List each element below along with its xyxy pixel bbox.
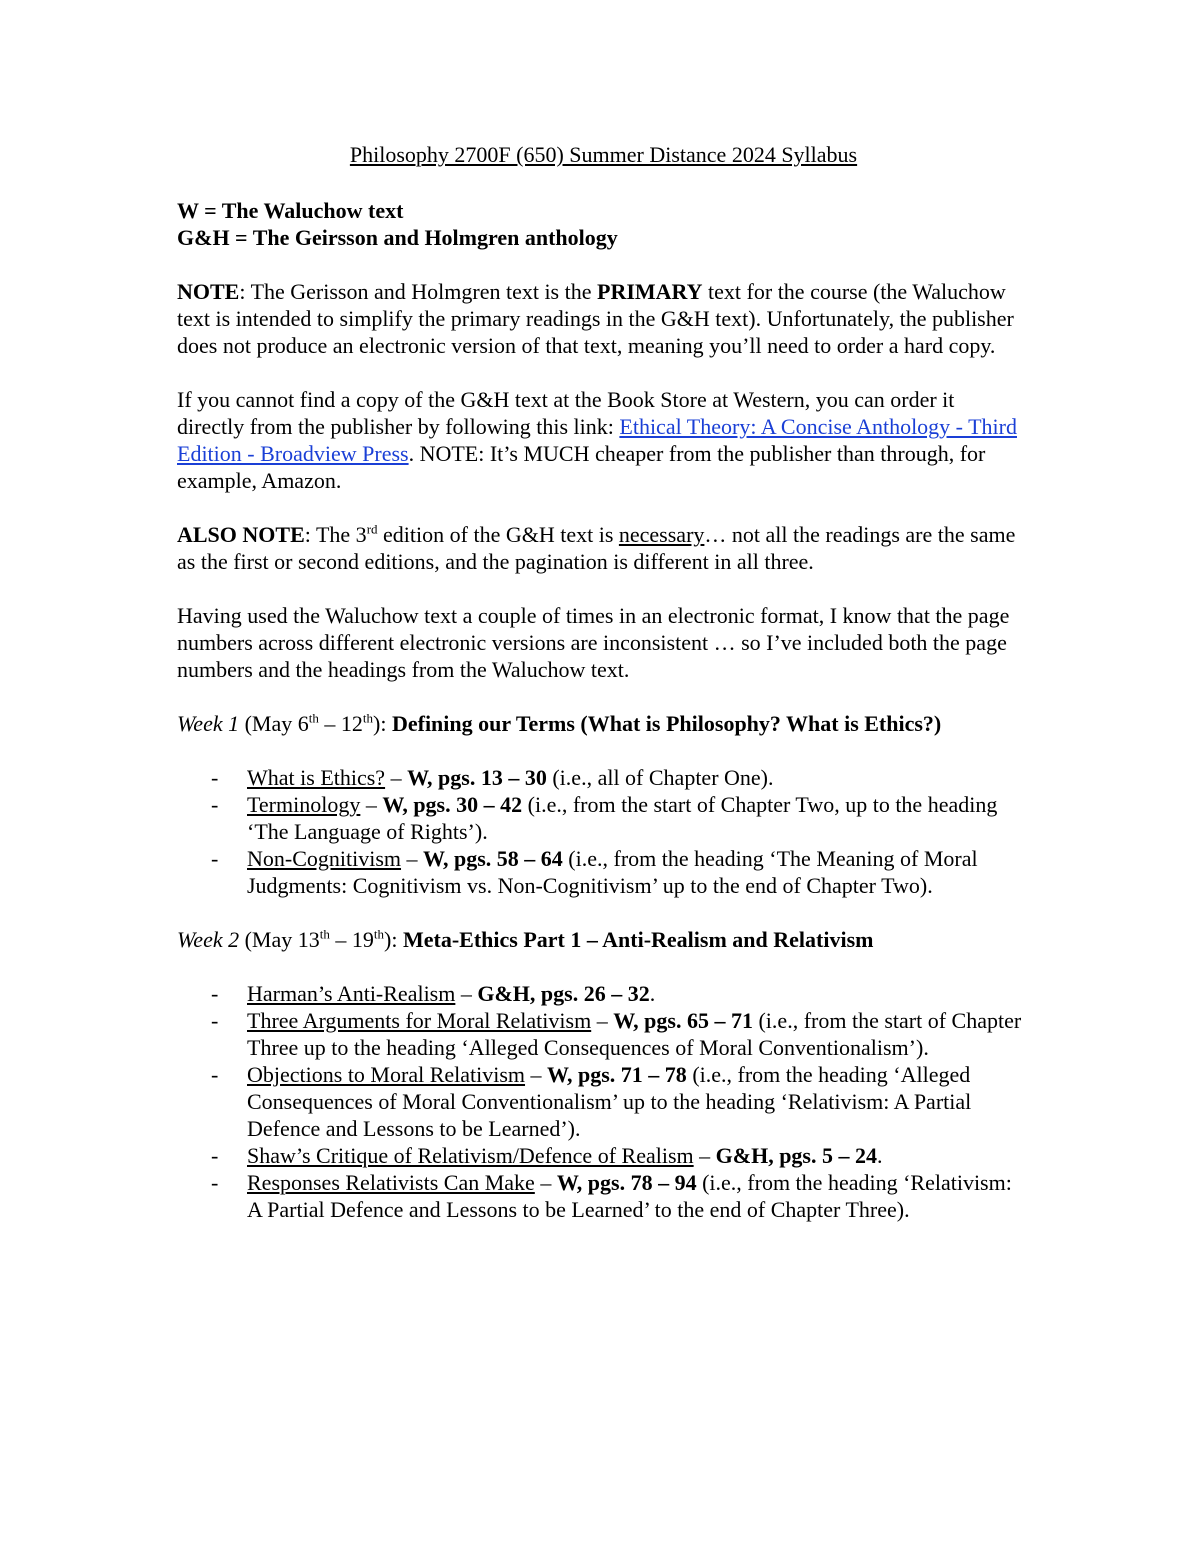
reading-title: Non-Cognitivism	[247, 846, 402, 871]
list-item: - Shaw’s Critique of Relativism/Defence of Realism – G&H, pgs. 5 – 24.	[211, 1143, 883, 1168]
legend-waluchow: W = The Waluchow text	[177, 198, 404, 223]
week-topic: Defining our Terms (What is Philosophy? What is Ethics?)	[391, 711, 942, 736]
reading-title: Shaw’s Critique of Relativism/Defence of Realism	[247, 1143, 694, 1168]
week-1-section	[177, 710, 1027, 899]
reading-source: W, pgs. 13 – 30	[407, 765, 547, 790]
reading-title: Terminology	[247, 792, 361, 817]
reading-source: G&H, pgs. 26 – 32	[477, 981, 650, 1006]
week-label: Week 2	[177, 927, 240, 952]
week-heading: Week 2 (May 13th – 19th): Meta-Ethics Part 1 – Anti-Realism and Relativism	[177, 926, 874, 952]
week-heading: Week 1 (May 6th – 12th): Defining our Terms (What is Philosophy? What is Ethics?)	[177, 710, 942, 736]
legend-geirsson-holmgren: G&H = The Geirsson and Holmgren anthology	[177, 225, 618, 250]
week-topic: Meta-Ethics Part 1 – Anti-Realism and Relativism	[402, 927, 874, 952]
week-2-section	[177, 926, 1027, 1223]
reading-source: W, pgs. 65 – 71	[613, 1008, 753, 1033]
reading-list	[177, 980, 1027, 1223]
purchase-paragraph: If you cannot find a copy of the G&H text at the Book Store at Western, you can order it directly from the publisher by following this link: Ethical Theory: A Concise Anthology - Third Edition - Broadview Press. NOTE: It’s MUCH cheaper from the publisher than through, for example, Amazon.	[177, 387, 1017, 493]
also-note-label: ALSO NOTE	[177, 522, 305, 547]
reading-source: W, pgs. 78 – 94	[556, 1170, 697, 1195]
reading-source: W, pgs. 71 – 78	[547, 1062, 687, 1087]
reading-list	[177, 764, 1027, 899]
abbreviation-legend	[177, 197, 1027, 251]
necessary-underlined: necessary	[618, 522, 705, 547]
list-item: - What is Ethics? – W, pgs. 13 – 30 (i.e., all of Chapter One).	[211, 765, 774, 790]
week-label: Week 1	[177, 711, 240, 736]
list-item: - Harman’s Anti-Realism – G&H, pgs. 26 – 32.	[211, 981, 656, 1006]
list-item: - Objections to Moral Relativism – W, pgs. 71 – 78 (i.e., from the heading ‘Alleged Consequences of Moral Conventionalism’ up to the heading ‘Relativism: A Partial Defence and Lessons to be Learned’).	[211, 1062, 972, 1141]
primary-emphasis: PRIMARY	[597, 279, 703, 304]
reading-source: W, pgs. 30 – 42	[382, 792, 523, 817]
syllabus-page	[177, 141, 1027, 1250]
reading-title: Objections to Moral Relativism	[247, 1062, 526, 1087]
broadview-press-link[interactable]: Ethical Theory: A Concise Anthology - Third Edition - Broadview Press	[177, 414, 1017, 466]
reading-title: Responses Relativists Can Make	[247, 1170, 535, 1195]
reading-source: W, pgs. 58 – 64	[423, 846, 563, 871]
list-item: - Three Arguments for Moral Relativism – W, pgs. 65 – 71 (i.e., from the start of Chapter Three up to the heading ‘Alleged Consequences of Moral Conventionalism’).	[211, 1008, 1022, 1060]
note-label: NOTE	[177, 279, 240, 304]
list-item: - Terminology – W, pgs. 30 – 42 (i.e., from the start of Chapter Two, up to the heading ‘The Language of Rights’).	[211, 792, 998, 844]
primary-text-note: NOTE: The Gerisson and Holmgren text is the PRIMARY text for the course (the Waluchow text is intended to simplify the primary readings in the G&H text). Unfortunately, the publisher does not produce an electronic version of that text, meaning you’ll need to order a hard copy.	[177, 279, 1014, 358]
list-item: - Non-Cognitivism – W, pgs. 58 – 64 (i.e., from the heading ‘The Meaning of Moral Judgments: Cognitivism vs. Non-Cognitivism’ up to the end of Chapter Two).	[211, 846, 978, 898]
pagination-note: Having used the Waluchow text a couple of times in an electronic format, I know that the page numbers across different electronic versions are inconsistent … so I’ve included both the page numbers and the headings from the Waluchow text.	[177, 603, 1010, 682]
edition-note: ALSO NOTE: The 3rd edition of the G&H text is necessary… not all the readings are the same as the first or second editions, and the pagination is different in all three.	[177, 521, 1016, 574]
reading-source: G&H, pgs. 5 – 24	[715, 1143, 877, 1168]
reading-title: What is Ethics?	[247, 765, 386, 790]
reading-title: Harman’s Anti-Realism	[247, 981, 456, 1006]
reading-title: Three Arguments for Moral Relativism	[247, 1008, 592, 1033]
list-item: - Responses Relativists Can Make – W, pgs. 78 – 94 (i.e., from the heading ‘Relativism: A Partial Defence and Lessons to be Learned’ to the end of Chapter Three).	[211, 1170, 1012, 1222]
page-title: Philosophy 2700F (650) Summer Distance 2024 Syllabus	[349, 142, 858, 167]
